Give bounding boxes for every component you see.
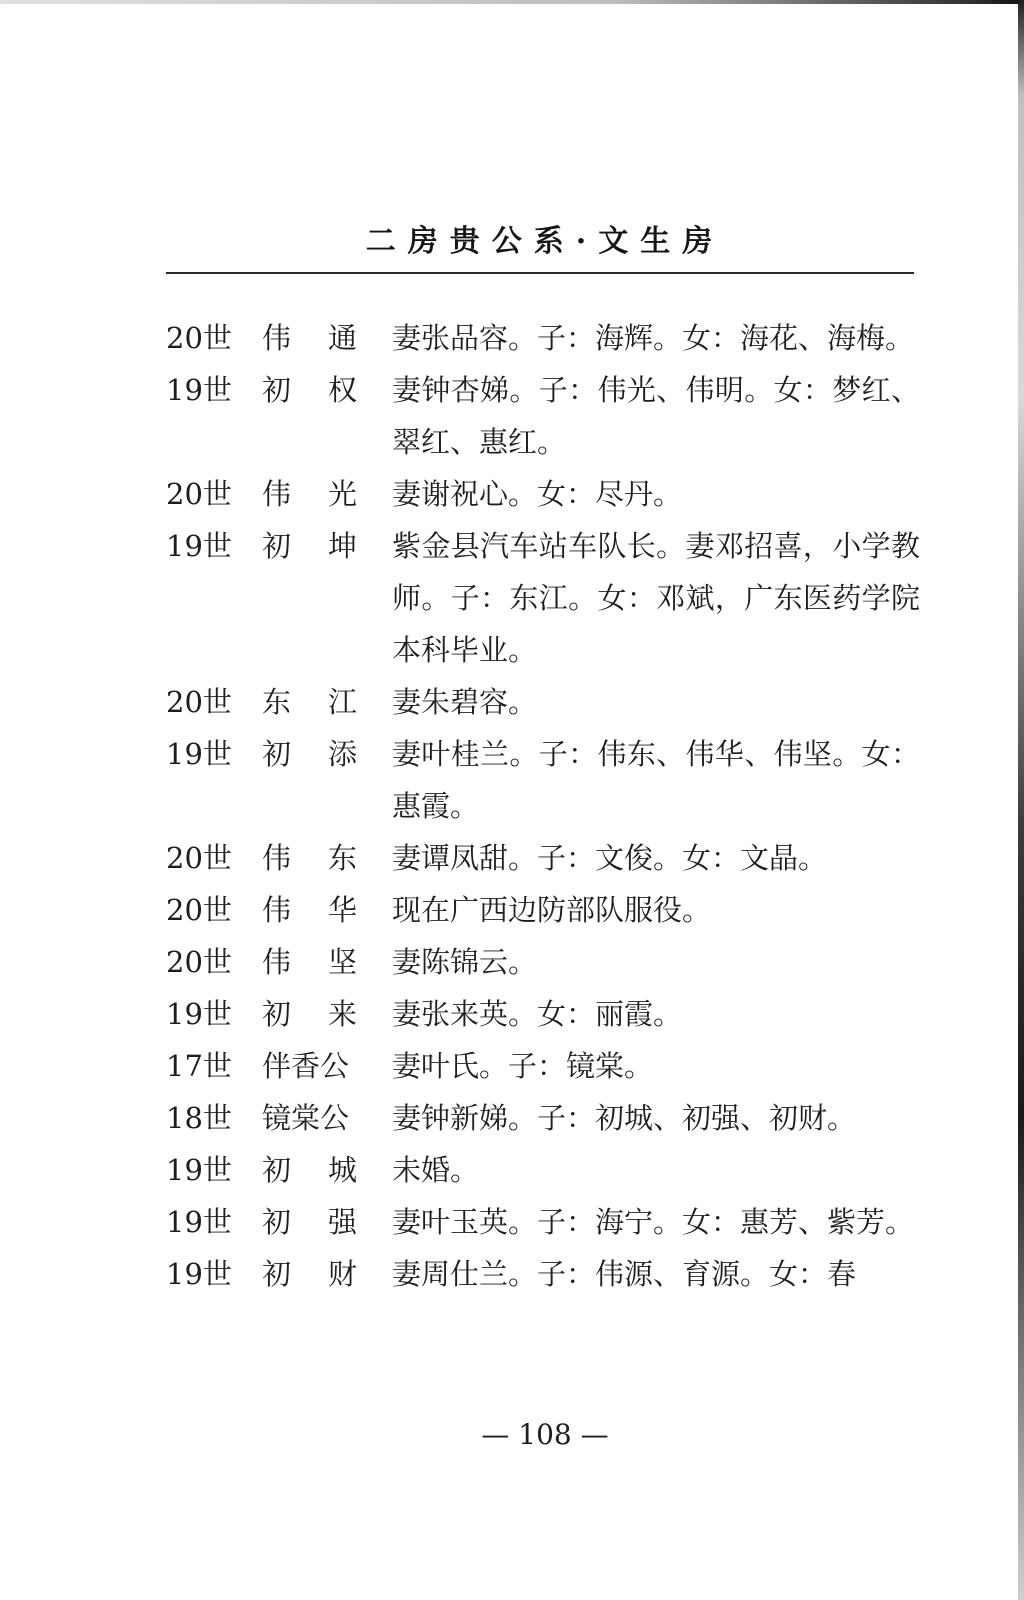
genealogy-entry	[166, 312, 920, 364]
entry-description: 妻张来英。女：丽霞。	[392, 997, 683, 1031]
person-name: 初财	[262, 1257, 395, 1291]
genealogy-entry	[166, 1092, 920, 1144]
person-name: 初添	[262, 737, 395, 771]
person-name: 伟东	[262, 841, 395, 875]
page-number: — 108 —	[481, 1418, 609, 1451]
entry-description: 妻钟杏娣。子：伟光、伟明。女：梦红、翠红、惠红。	[392, 373, 920, 459]
person-name: 初城	[262, 1153, 395, 1187]
entry-description: 妻钟新娣。子：初城、初强、初财。	[392, 1101, 857, 1135]
genealogy-entries	[166, 312, 920, 1300]
genealogy-entry	[166, 520, 920, 676]
genealogy-entry	[166, 884, 920, 936]
genealogy-entry	[166, 364, 920, 468]
header-rule	[166, 272, 914, 274]
generation-label: 20世	[166, 945, 232, 979]
person-name: 初来	[262, 997, 395, 1031]
page-header-title: 二房贵公系·文生房	[365, 224, 725, 259]
genealogy-entry	[166, 1144, 920, 1196]
genealogy-entry	[166, 1040, 920, 1092]
entry-description: 妻周仕兰。子：伟源、育源。女：春	[392, 1257, 857, 1291]
generation-label: 20世	[166, 893, 232, 927]
generation-label: 19世	[166, 373, 232, 407]
entry-description: 妻叶氏。子：镜棠。	[392, 1049, 654, 1083]
generation-label: 19世	[166, 1257, 232, 1291]
genealogy-entry	[166, 468, 920, 520]
genealogy-entry	[166, 1196, 920, 1248]
genealogy-entry	[166, 728, 920, 832]
entry-description: 现在广西边防部队服役。	[392, 893, 712, 927]
generation-label: 20世	[166, 841, 232, 875]
person-name: 伟华	[262, 893, 395, 927]
entry-description: 妻谭凤甜。子：文俊。女：文晶。	[392, 841, 828, 875]
entry-description: 妻谢祝心。女：尽丹。	[392, 477, 683, 511]
scan-edge-top	[0, 0, 1024, 4]
entry-description: 妻叶桂兰。子：伟东、伟华、伟坚。女：惠霞。	[392, 737, 920, 823]
generation-label: 17世	[166, 1049, 232, 1083]
generation-label: 18世	[166, 1101, 232, 1135]
person-name: 伟坚	[262, 945, 395, 979]
entry-description: 妻叶玉英。子：海宁。女：惠芳、紫芳。	[392, 1205, 915, 1239]
generation-label: 20世	[166, 685, 232, 719]
person-name: 镜棠公	[262, 1101, 350, 1135]
generation-label: 19世	[166, 529, 232, 563]
person-name: 初权	[262, 373, 395, 407]
generation-label: 19世	[166, 997, 232, 1031]
genealogy-entry	[166, 832, 920, 884]
genealogy-entry	[166, 988, 920, 1040]
entry-description: 妻张品容。子：海辉。女：海花、海梅。	[392, 321, 915, 355]
person-name: 初坤	[262, 529, 395, 563]
entry-description: 紫金县汽车站车队长。妻邓招喜，小学教师。子：东江。女：邓斌，广东医药学院本科毕业。	[392, 529, 920, 667]
genealogy-entry	[166, 1248, 920, 1300]
genealogy-entry	[166, 936, 920, 988]
generation-label: 20世	[166, 477, 232, 511]
generation-label: 19世	[166, 737, 232, 771]
generation-label: 20世	[166, 321, 232, 355]
person-name: 伟光	[262, 477, 395, 511]
entry-description: 妻朱碧容。	[392, 685, 538, 719]
generation-label: 19世	[166, 1153, 232, 1187]
person-name: 伟通	[262, 321, 395, 355]
person-name: 东江	[262, 685, 395, 719]
person-name: 初强	[262, 1205, 395, 1239]
generation-label: 19世	[166, 1205, 232, 1239]
person-name: 伴香公	[262, 1049, 350, 1083]
entry-description: 妻陈锦云。	[392, 945, 538, 979]
entry-description: 未婚。	[392, 1153, 480, 1187]
genealogy-entry	[166, 676, 920, 728]
